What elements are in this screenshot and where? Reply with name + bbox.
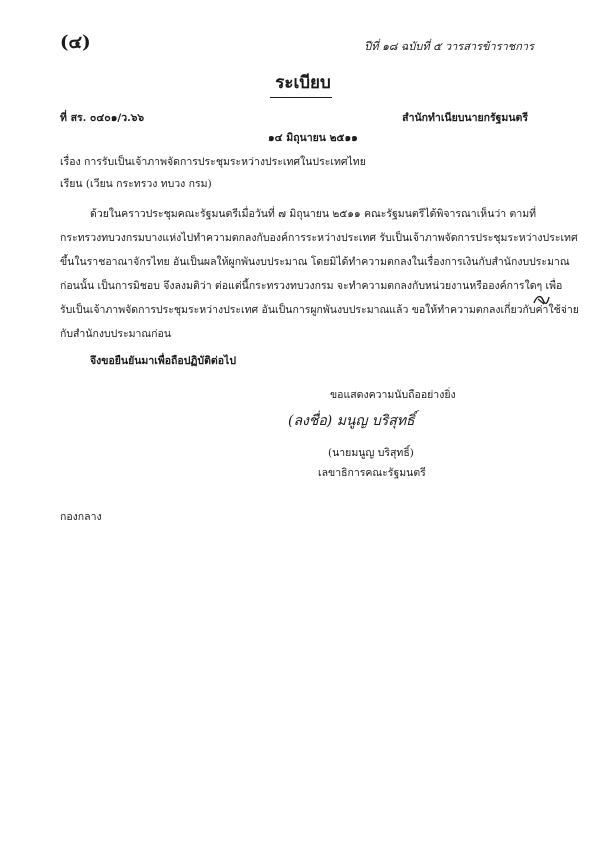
- body-line: กับสำนักงบประมาณก่อน: [60, 328, 171, 340]
- signature-line: (ลงชื่อ) มนูญ บริสุทธิ์: [288, 413, 415, 429]
- document-title: ระเบียบ: [275, 73, 331, 93]
- handwritten-mark: [532, 293, 550, 307]
- body-line: ด้วยในคราวประชุมคณะรัฐมนตรีเมื่อวันที่ ๗ มิถุนายน ๒๕๑๑ คณะรัฐมนตรีได้พิจารณาเห็นว่า ตามที่: [90, 208, 537, 220]
- closing-paragraph: จึงขอยืนยันมาเพื่อถือปฏิบัติต่อไป: [90, 355, 236, 367]
- signer-title: เลขาธิการคณะรัฐมนตรี: [318, 467, 426, 479]
- body-line: ก่อนนั้น เป็นการมิชอบ จึงลงมติว่า ต่อแต่นี้กระทรวงทบวงกรม จะทำความตกลงกับหน่วยงานหรือองค์การใดๆ เพื่อ: [60, 280, 563, 292]
- publication-header: ปีที่ ๑๘ ฉบับที่ ๕ วารสารข้าราชการ: [364, 40, 534, 53]
- title-underline: [270, 97, 332, 98]
- closing-salutation: ขอแสดงความนับถืออย่างยิ่ง: [330, 389, 456, 401]
- footer-department: กองกลาง: [60, 511, 102, 523]
- signer-name: (นายมนูญ บริสุทธิ์): [328, 447, 414, 459]
- body-line: กระทรวงทบวงกรมบางแห่งไปทำความตกลงกับองค์การระหว่างประเทศ รับเป็นเจ้าภาพจัดการประชุมระหว่างประเทศ: [60, 232, 578, 244]
- issuing-office: สำนักทำเนียบนายกรัฐมนตรี: [402, 112, 528, 124]
- document-date: ๑๔ มิถุนายน ๒๕๑๑: [268, 132, 358, 144]
- subject-line: เรื่อง การรับเป็นเจ้าภาพจัดการประชุมระหว่างประเทศในประเทศไทย: [60, 156, 366, 168]
- addressee-line: เรียน (เวียน กระทรวง ทบวง กรม): [60, 178, 212, 190]
- body-paragraph: [60, 202, 579, 346]
- body-line: ขึ้นในราชอาณาจักรไทย อันเป็นผลให้ผูกพันงบประมาณ โดยมิได้ทำความตกลงในเรื่องการเงินกับสำนักงบประมาณ: [60, 256, 570, 268]
- body-line: รับเป็นเจ้าภาพจัดการประชุมระหว่างประเทศ อันเป็นการผูกพันงบประมาณแล้ว ขอให้ทำความตกลงเกี่ยวกับค่าใช้จ่าย: [60, 304, 579, 316]
- page-number: (๔): [60, 32, 91, 53]
- reference-number: ที่ สร. ๐๔๐๑/ว.๖๖: [60, 112, 145, 124]
